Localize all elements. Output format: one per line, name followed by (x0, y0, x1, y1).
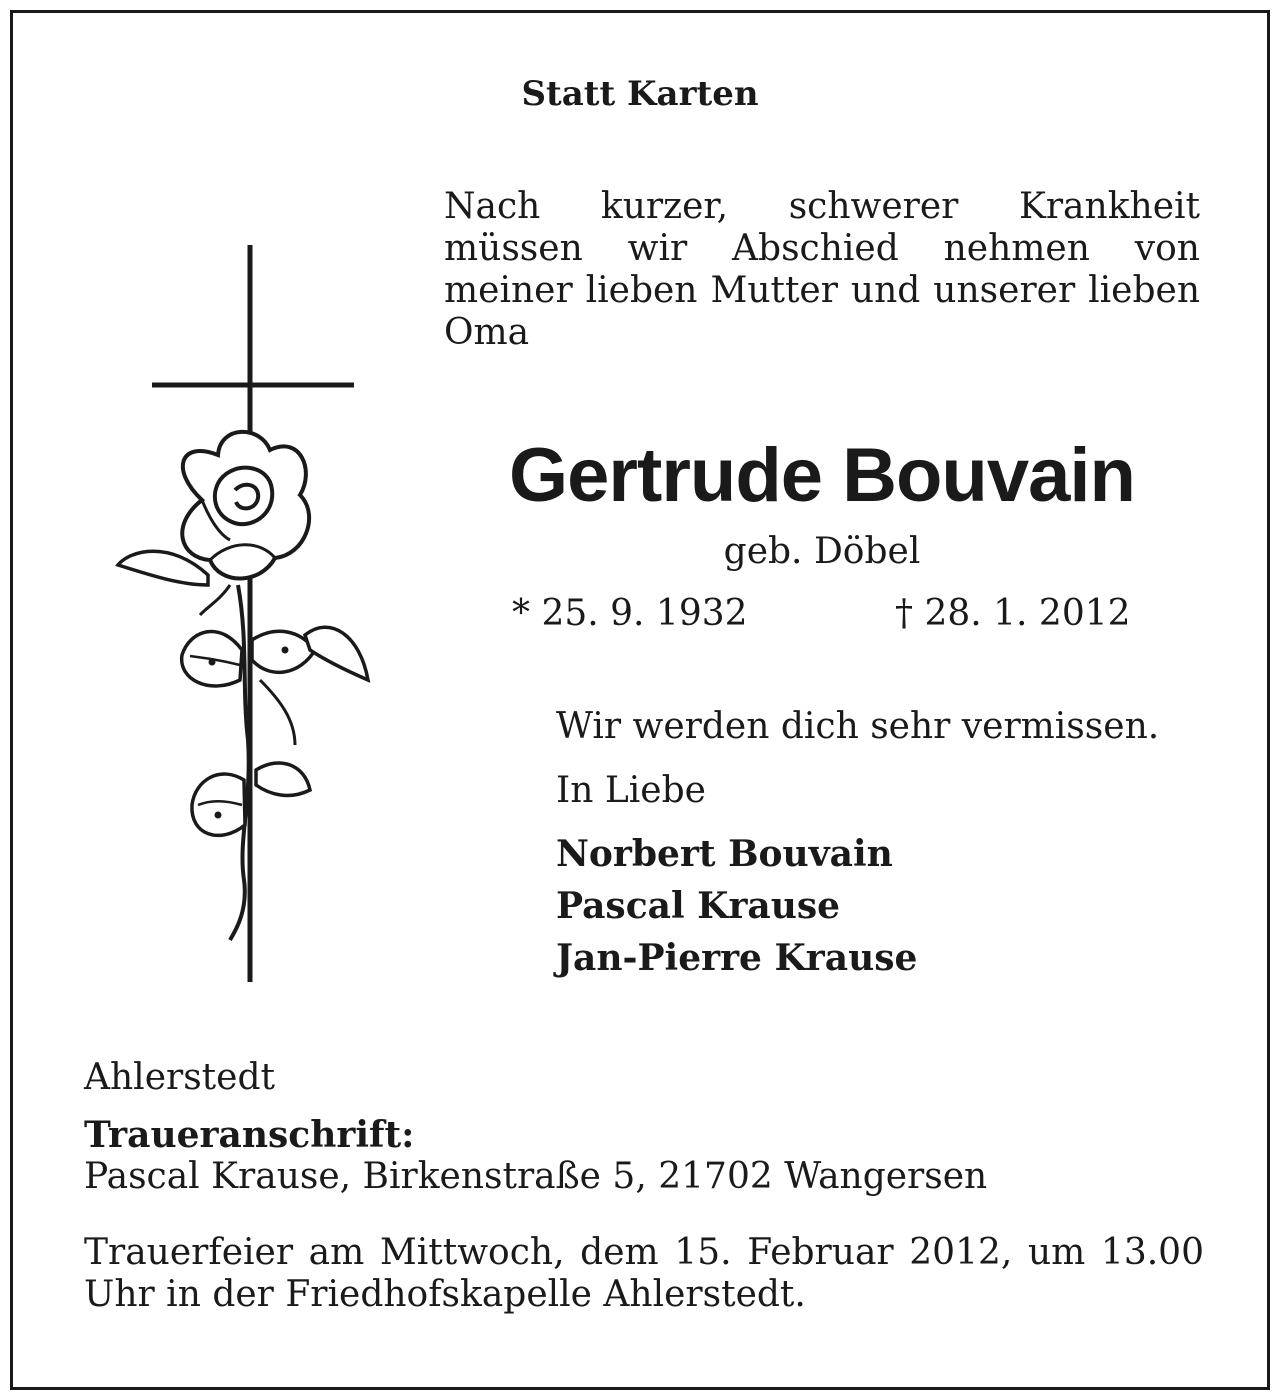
maiden-name: geb. Döbel (723, 531, 921, 572)
location: Ahlerstedt (84, 1057, 275, 1098)
cross-with-rose-icon (110, 240, 380, 990)
birth-date: * 25. 9. 1932 (512, 593, 748, 634)
farewell-message: Wir werden dich sehr vermissen. (556, 706, 1160, 747)
mourner-name: Pascal Krause (556, 885, 841, 927)
mourner-name: Norbert Bouvain (556, 833, 893, 875)
address-label: Traueranschrift: (84, 1114, 415, 1156)
header-title: Statt Karten (521, 74, 759, 114)
mourner-name: Jan-Pierre Krause (556, 937, 918, 979)
closing-phrase: In Liebe (556, 770, 706, 811)
mourners-list (556, 828, 917, 984)
deceased-name: Gertrude Bouvain (509, 433, 1135, 518)
intro-text: Nach kurzer, schwerer Krankheit müssen wir Abschied nehmen von meiner lieben Mutter und unserer lieben Oma (444, 186, 1200, 353)
service-info: Trauerfeier am Mittwoch, dem 15. Februar 2012, um 13.00 Uhr in der Friedhofskapelle Ahlerstedt. (84, 1232, 1204, 1315)
death-date: † 28. 1. 2012 (895, 593, 1131, 634)
address-text: Pascal Krause, Birkenstraße 5, 21702 Wangersen (84, 1156, 988, 1197)
